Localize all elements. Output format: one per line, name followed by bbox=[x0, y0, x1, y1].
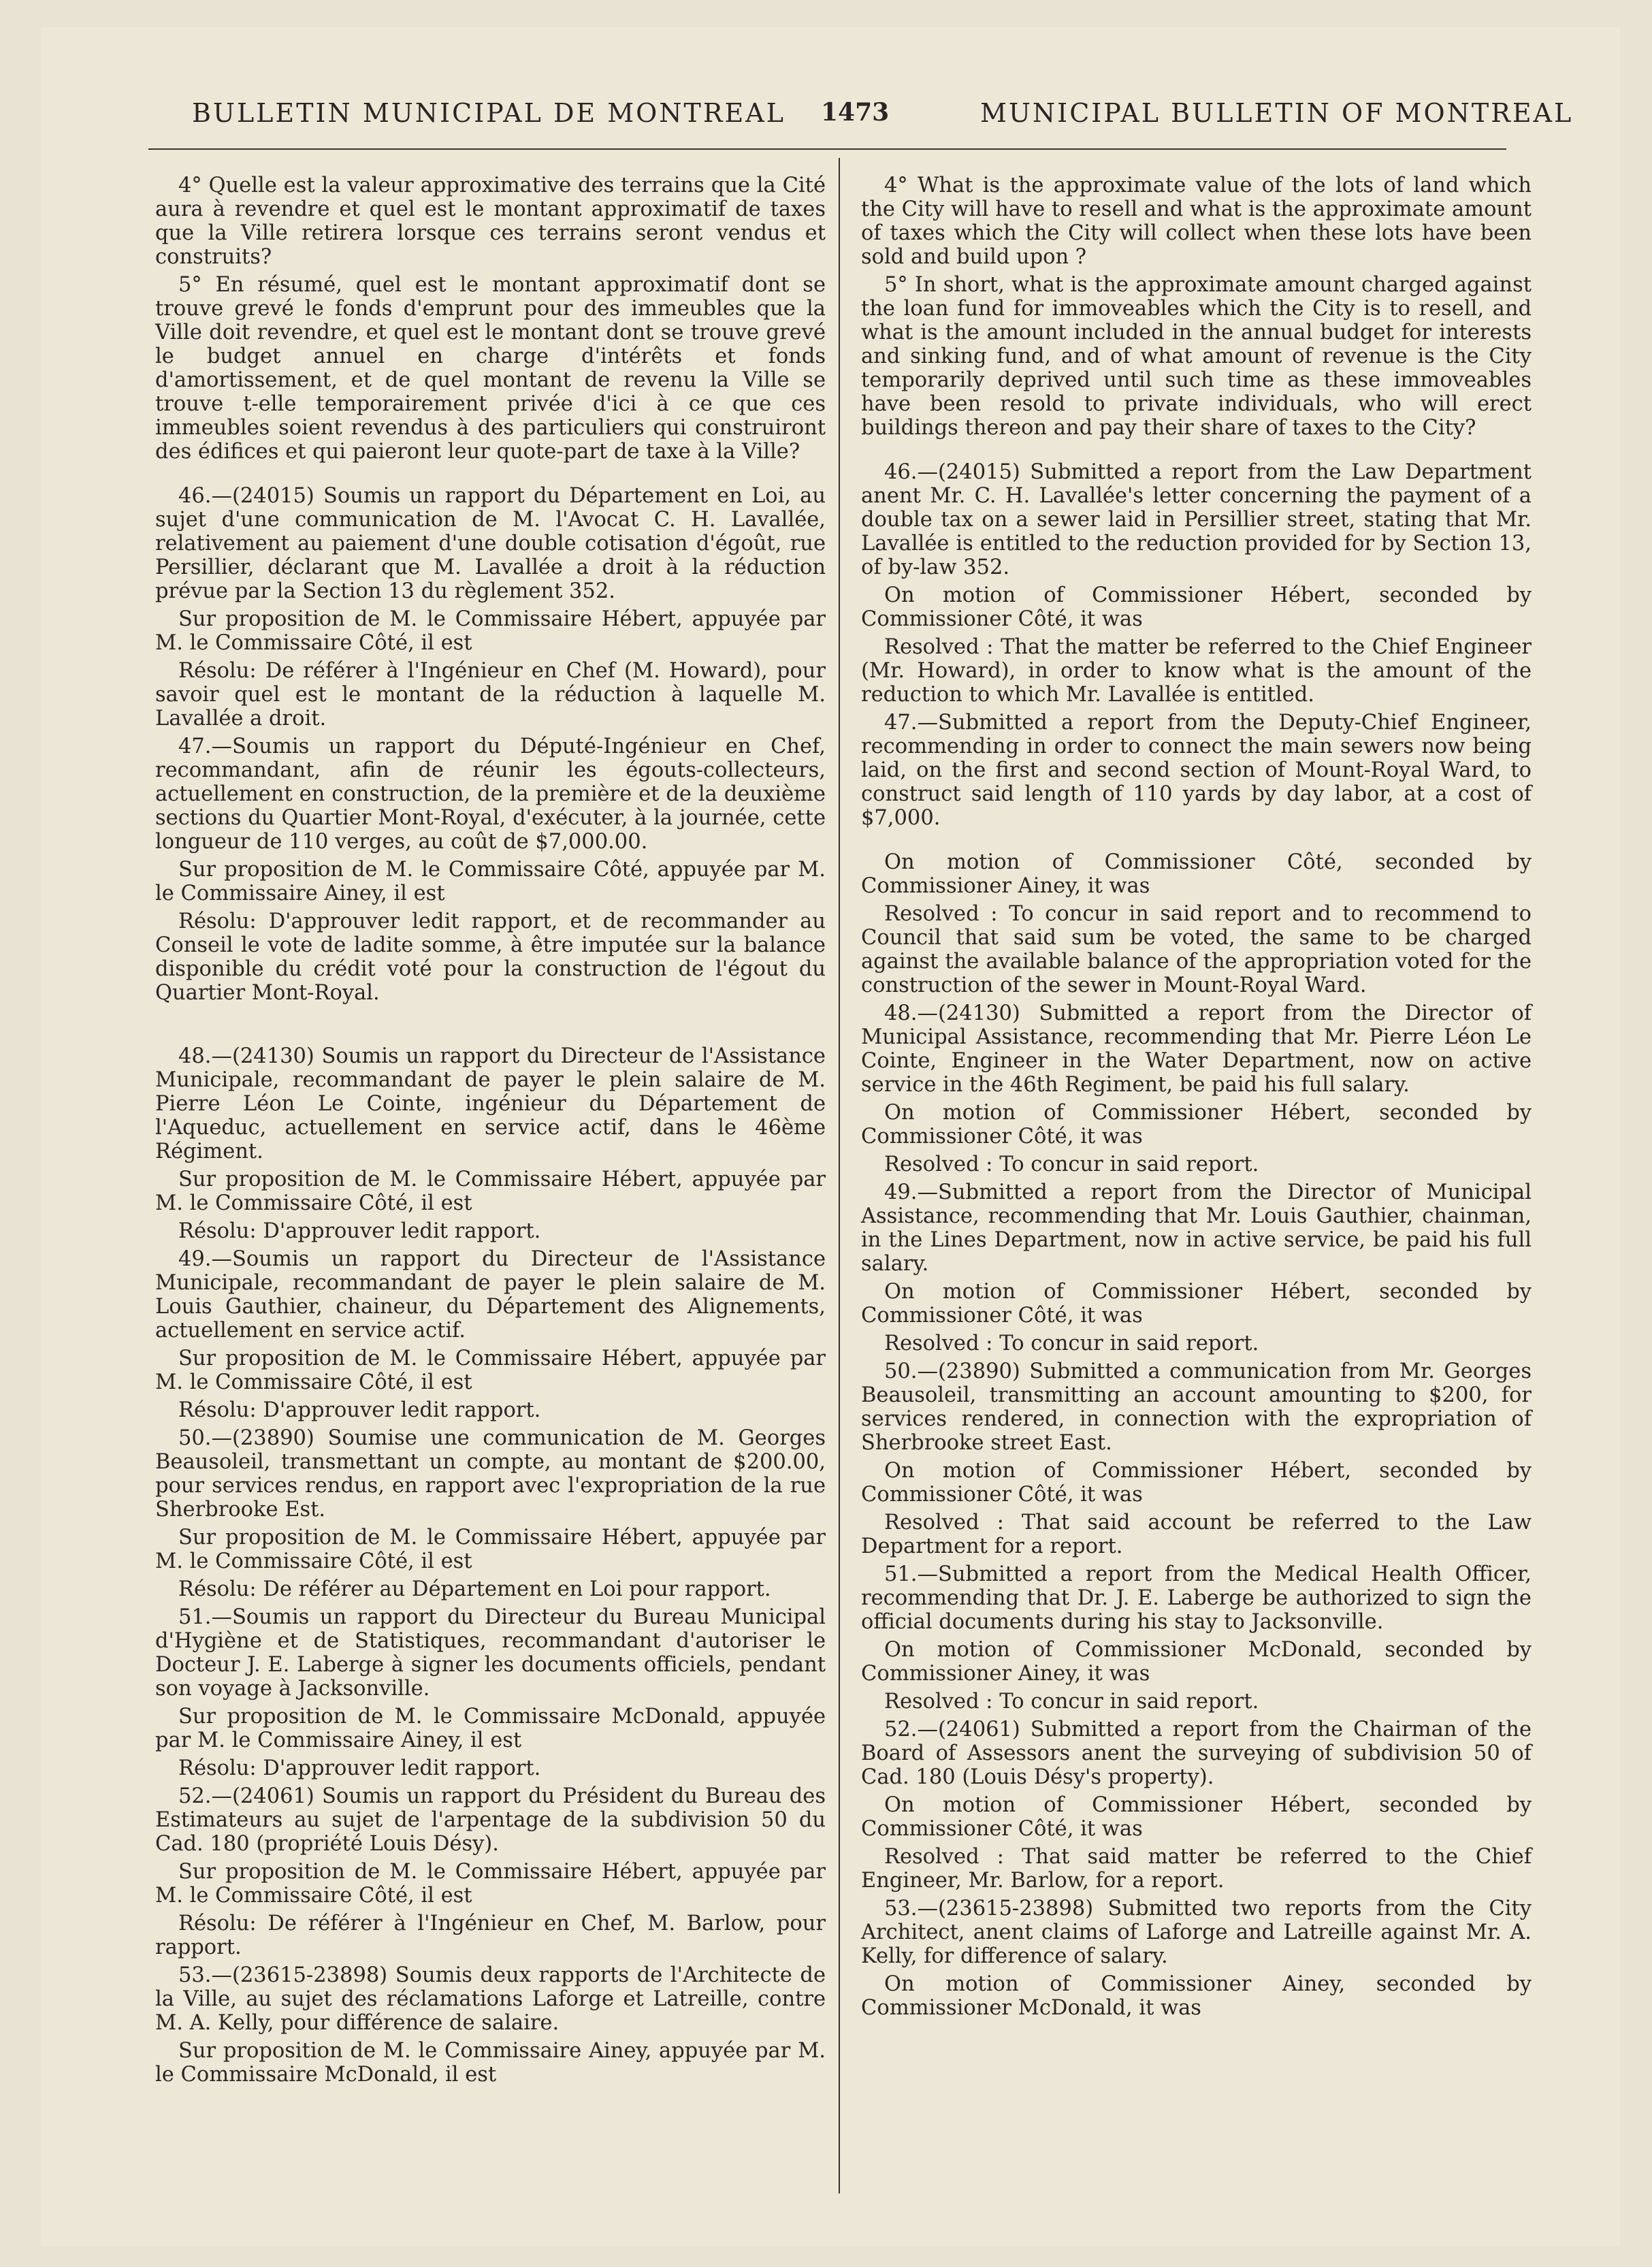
paragraph: 48.—(24130) Soumis un rapport du Directeur de l'Assistance Municipale, recommandant de payer le plein salaire de M. Pierre Léon Le Cointe, ingénieur du Département de l'Aqueduc, actuellement en service actif, dans le 46ème Régiment. bbox=[155, 1044, 826, 1163]
english-column bbox=[861, 174, 1532, 2024]
header-french-title: BULLETIN MUNICIPAL DE MONTREAL bbox=[192, 98, 785, 128]
paragraph: 50.—(23890) Submitted a communication from Mr. Georges Beausoleil, transmitting an account amounting to $200, for services rendered, in connection with the expropriation of Sherbrooke street East. bbox=[861, 1360, 1532, 1455]
paragraph: Resolved : That the matter be referred to the Chief Engineer (Mr. Howard), in order to know what is the amount of the reduction to which Mr. Lavallée is entitled. bbox=[861, 635, 1532, 707]
paragraph: 52.—(24061) Submitted a report from the Chairman of the Board of Assessors anent the surveying of subdivision 50 of Cad. 180 (Louis Désy's property). bbox=[861, 1718, 1532, 1789]
paragraph: 51.—Soumis un rapport du Directeur du Bureau Municipal d'Hygiène et de Statistiques, recommandant d'autoriser le Docteur J. E. Laberge à signer les documents officiels, pendant son voyage à Jacksonville. bbox=[155, 1605, 826, 1701]
paragraph: On motion of Commissioner McDonald, seconded by Commissioner Ainey, it was bbox=[861, 1638, 1532, 1686]
paragraph: Sur proposition de M. le Commissaire Hébert, appuyée par M. le Commissaire Côté, il est bbox=[155, 1347, 826, 1394]
paragraph: 4° Quelle est la valeur approximative des terrains que la Cité aura à revendre et quel est le montant approximatif de taxes que la Ville retirera lorsque ces terrains seront vendus et construits? bbox=[155, 174, 826, 269]
french-column bbox=[155, 174, 826, 2091]
paragraph: Sur proposition de M. le Commissaire Hébert, appuyée par M. le Commissaire Côté, il est bbox=[155, 1526, 826, 1573]
paragraph: 49.—Submitted a report from the Director of Municipal Assistance, recommending that Mr. Louis Gauthier, chainman, in the Lines Department, now in active service, be paid his full salary. bbox=[861, 1180, 1532, 1276]
paragraph: 47.—Soumis un rapport du Député-Ingénieur en Chef, recommandant, afin de réunir les égouts-collecteurs, actuellement en construction, de la première et de la deuxième sections du Quartier Mont-Royal, d'exécuter, à la journée, cette longueur de 110 verges, au coût de $7,000.00. bbox=[155, 735, 826, 854]
paragraph: Resolved : To concur in said report. bbox=[884, 1332, 1259, 1355]
paragraph: Sur proposition de M. le Commissaire Hébert, appuyée par M. le Commissaire Côté, il est bbox=[155, 1168, 826, 1215]
column-divider bbox=[839, 158, 840, 2193]
paragraph: On motion of Commissioner Côté, seconded by Commissioner Ainey, it was bbox=[861, 850, 1532, 898]
paragraph: 53.—(23615-23898) Soumis deux rapports de l'Architecte de la Ville, au sujet des réclamations Laforge et Latreille, contre M. A. Kelly, pour différence de salaire. bbox=[155, 1963, 826, 2035]
paragraph: Résolu: De référer à l'Ingénieur en Chef, M. Barlow, pour rapport. bbox=[155, 1912, 826, 1959]
paragraph: Resolved : That said matter be referred to the Chief Engineer, Mr. Barlow, for a report. bbox=[861, 1845, 1532, 1893]
paragraph: Résolu: De référer à l'Ingénieur en Chef (M. Howard), pour savoir quel est le montant de la réduction à laquelle M. Lavallée a droit. bbox=[155, 659, 826, 730]
paragraph: 48.—(24130) Submitted a report from the Director of Municipal Assistance, recommending that Mr. Pierre Léon Le Cointe, Engineer in the Water Department, now on active service in the 46th Regiment, be paid his full salary. bbox=[861, 1001, 1532, 1097]
paragraph: On motion of Commissioner Hébert, seconded by Commissioner Côté, it was bbox=[861, 1459, 1532, 1507]
paragraph: Sur proposition de M. le Commissaire McDonald, appuyée par M. le Commissaire Ainey, il est bbox=[155, 1705, 826, 1752]
paragraph: 53.—(23615-23898) Submitted two reports from the City Architect, anent claims of Laforge and Latreille against Mr. A. Kelly, for difference of salary. bbox=[861, 1897, 1532, 1968]
paragraph: On motion of Commissioner Hébert, seconded by Commissioner Côté, it was bbox=[861, 1101, 1532, 1148]
paragraph: Résolu: D'approuver ledit rapport. bbox=[178, 1398, 541, 1422]
paragraph: 46.—(24015) Soumis un rapport du Département en Loi, au sujet d'une communication de M. l'Avocat C. H. Lavallée, relativement au paiement d'une double cotisation d'égoût, rue Persillier, déclarant que M. Lavallée a droit à la réduction prévue par la Section 13 du règlement 352. bbox=[155, 484, 826, 603]
paragraph: 50.—(23890) Soumise une communication de M. Georges Beausoleil, transmettant un compte, au montant de $200.00, pour services rendus, en rapport avec l'expropriation de la rue Sherbrooke Est. bbox=[155, 1426, 826, 1522]
header-english-title: MUNICIPAL BULLETIN OF MONTREAL bbox=[980, 98, 1574, 128]
page-number: 1473 bbox=[821, 98, 890, 127]
header-rule bbox=[148, 148, 1506, 150]
paragraph: Sur proposition de M. le Commissaire Côté, appuyée par M. le Commissaire Ainey, il est bbox=[155, 858, 826, 905]
paragraph: Resolved : To concur in said report. bbox=[884, 1690, 1259, 1714]
paragraph: Résolu: D'approuver ledit rapport. bbox=[178, 1756, 541, 1780]
paragraph: On motion of Commissioner Hébert, seconded by Commissioner Côté, it was bbox=[861, 1280, 1532, 1328]
paragraph: On motion of Commissioner Hébert, seconded by Commissioner Côté, it was bbox=[861, 583, 1532, 631]
paragraph: On motion of Commissioner Hébert, seconded by Commissioner Côté, it was bbox=[861, 1793, 1532, 1841]
paragraph: Resolved : To concur in said report and to recommend to Council that said sum be voted, the same to be charged against the available balance of the appropriation voted for the construction of the sewer in Mount-Royal Ward. bbox=[861, 902, 1532, 997]
paragraph: On motion of Commissioner Ainey, seconded by Commissioner McDonald, it was bbox=[861, 1972, 1532, 2020]
paragraph: 47.—Submitted a report from the Deputy-Chief Engineer, recommending in order to connect the main sewers now being laid, on the first and second section of Mount-Royal Ward, to construct said length of 110 yards by day labor, at a cost of $7,000. bbox=[861, 711, 1532, 830]
paragraph: 4° What is the approximate value of the lots of land which the City will have to resell and what is the approximate amount of taxes which the City will collect when these lots have been sold and build upon ? bbox=[861, 174, 1532, 269]
paragraph: 49.—Soumis un rapport du Directeur de l'Assistance Municipale, recommandant de payer le plein salaire de M. Louis Gauthier, chaineur, du Département des Alignements, actuellement en service actif. bbox=[155, 1247, 826, 1342]
paragraph: Resolved : To concur in said report. bbox=[884, 1153, 1259, 1176]
page-header bbox=[0, 74, 1652, 128]
paragraph: 5° In short, what is the approximate amount charged against the loan fund for immoveables which the City is to resell, and what is the amount included in the annual budget for interests and sinking fund, and of what amount of revenue is the City temporarily deprived until such time as these immoveables have been resold to private individuals, who will erect buildings thereon and pay their share of taxes to the City? bbox=[861, 273, 1532, 440]
paragraph: Sur proposition de M. le Commissaire Hébert, appuyée par M. le Commissaire Côté, il est bbox=[155, 607, 826, 655]
paragraph: 5° En résumé, quel est le montant approximatif dont se trouve grevé le fonds d'emprunt pour des immeubles que la Ville doit revendre, et quel est le montant dont se trouve grevé le budget annuel en charge d'intérêts et fonds d'amortissement, et de quel montant de revenu la Ville se trouve t-elle temporairement privée d'ici à ce que ces immeubles soient revendus à des particuliers qui construiront des édifices et qui paieront leur quote-part de taxe à la Ville? bbox=[155, 273, 826, 464]
paragraph: Résolu: D'approuver ledit rapport. bbox=[178, 1219, 541, 1243]
paragraph: 51.—Submitted a report from the Medical Health Officer, recommending that Dr. J. E. Laberge be authorized to sign the official documents during his stay to Jacksonville. bbox=[861, 1562, 1532, 1634]
paragraph: Résolu: De référer au Département en Loi pour rapport. bbox=[178, 1577, 771, 1601]
paragraph: Sur proposition de M. le Commissaire Hébert, appuyée par M. le Commissaire Côté, il est bbox=[155, 1860, 826, 1908]
paragraph: 52.—(24061) Soumis un rapport du Président du Bureau des Estimateurs au sujet de l'arpentage de la subdivision 50 du Cad. 180 (propriété Louis Désy). bbox=[155, 1784, 826, 1856]
paragraph: 46.—(24015) Submitted a report from the Law Department anent Mr. C. H. Lavallée's letter concerning the payment of a double tax on a sewer laid in Persillier street, stating that Mr. Lavallée is entitled to the reduction provided for by Section 13, of by-law 352. bbox=[861, 460, 1532, 579]
paragraph: Sur proposition de M. le Commissaire Ainey, appuyée par M. le Commissaire McDonald, il est bbox=[155, 2039, 826, 2087]
paragraph: Résolu: D'approuver ledit rapport, et de recommander au Conseil le vote de ladite somme, à être imputée sur la balance disponible du crédit voté pour la construction de l'égout du Quartier Mont-Royal. bbox=[155, 910, 826, 1005]
paragraph: Resolved : That said account be referred to the Law Department for a report. bbox=[861, 1511, 1532, 1558]
